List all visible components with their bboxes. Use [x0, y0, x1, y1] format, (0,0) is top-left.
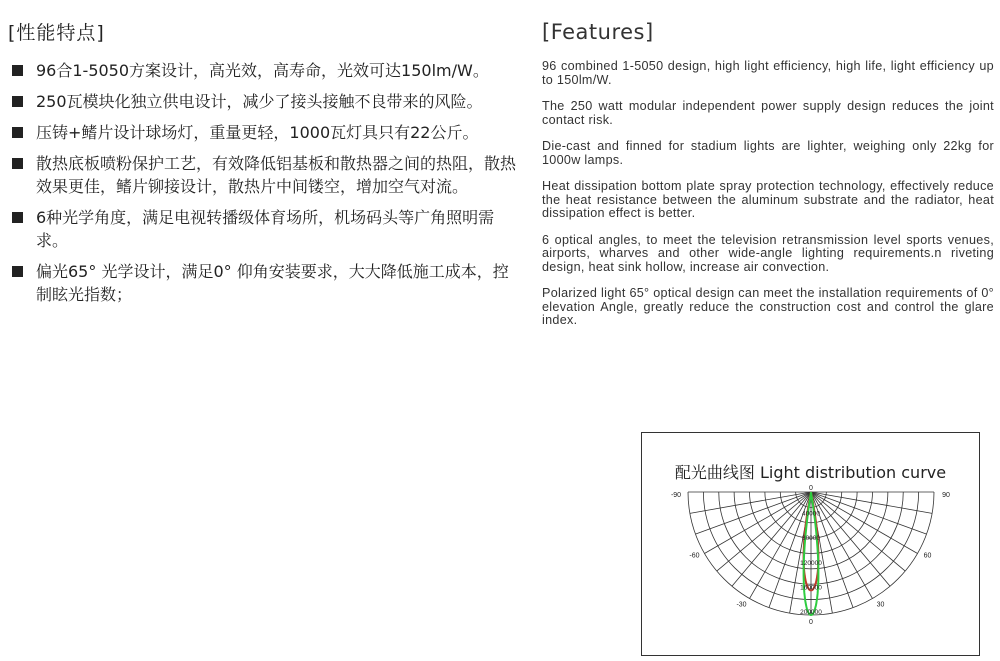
square-bullet-icon	[12, 65, 23, 76]
square-bullet-icon	[12, 96, 23, 107]
list-item	[8, 206, 518, 252]
angle-tick-label: 60	[923, 552, 932, 560]
feature-paragraph: Heat dissipation bottom plate spray protection technology, effectively reduce the heat resistance between the aluminum substrate and the radiator, heat dissipation effect is better.	[542, 179, 994, 220]
radial-tick-label: 120000	[800, 559, 822, 567]
angle-tick-label: -60	[689, 552, 700, 560]
list-item	[8, 260, 518, 306]
list-item	[8, 152, 518, 198]
list-item	[8, 59, 518, 82]
english-features-column	[542, 20, 994, 341]
square-bullet-icon	[12, 212, 23, 223]
list-item-text: 96合1-5050方案设计，高光效，高寿命，光效可达150lm/W。	[36, 61, 489, 80]
chinese-features-title: [性能特点]	[8, 22, 105, 44]
square-bullet-icon	[12, 266, 23, 277]
polar-plot	[642, 433, 979, 655]
radial-tick-label: 200000	[800, 609, 822, 616]
list-item-text: 6种光学角度，满足电视转播级体育场所，机场码头等广角照明需求。	[36, 208, 495, 250]
feature-paragraph: Die-cast and finned for stadium lights are lighter, weighing only 22kg for 1000w lamps.	[542, 139, 994, 167]
feature-paragraph: Polarized light 65° optical design can meet the installation requirements of 0° elevation Angle, greatly reduce the construction cost and control the glare index.	[542, 286, 994, 327]
square-bullet-icon	[12, 158, 23, 169]
radial-tick-label: 40000	[801, 510, 821, 518]
list-item	[8, 121, 518, 144]
list-item-text: 偏光65° 光学设计，满足0° 仰角安装要求，大大降低施工成本，控制眩光指数；	[36, 262, 509, 304]
chinese-features-column	[8, 18, 518, 314]
angle-tick-label: 0	[809, 619, 813, 626]
light-distribution-chart	[641, 432, 980, 656]
feature-paragraph: 6 optical angles, to meet the television retransmission level sports venues, airports, wharves and other wide-angle lighting requirements.n riveting design, heat sink hollow, increase air convection.	[542, 232, 994, 274]
radial-tick-label: 160000	[800, 584, 822, 592]
angle-tick-label: 90	[942, 492, 950, 499]
list-item-text: 压铸+鳍片设计球场灯，重量更轻，1000瓦灯具只有22公斤。	[36, 123, 479, 142]
english-features-title: [Features]	[542, 20, 654, 44]
angle-tick-label: 30	[876, 601, 885, 609]
chart-title: 配光曲线图 Light distribution curve	[674, 463, 947, 482]
square-bullet-icon	[12, 127, 23, 138]
angle-tick-label: 0	[809, 485, 813, 492]
angle-tick-label: -90	[670, 492, 682, 499]
list-item-text: 散热底板喷粉保护工艺，有效降低铝基板和散热器之间的热阻，散热效果更佳，鳍片铆接设计，散热片中间镂空，增加空气对流。	[36, 154, 517, 196]
radial-tick-label: 80000	[801, 535, 821, 543]
chinese-features-list	[8, 59, 518, 306]
list-item	[8, 90, 518, 113]
feature-paragraph: 96 combined 1-5050 design, high light efficiency, high life, light efficiency up to 150lm/W.	[542, 59, 994, 87]
feature-paragraph: The 250 watt modular independent power supply design reduces the joint contact risk.	[542, 99, 994, 127]
angle-tick-label: -30	[736, 601, 747, 609]
list-item-text: 250瓦模块化独立供电设计，减少了接头接触不良带来的风险。	[36, 92, 483, 111]
